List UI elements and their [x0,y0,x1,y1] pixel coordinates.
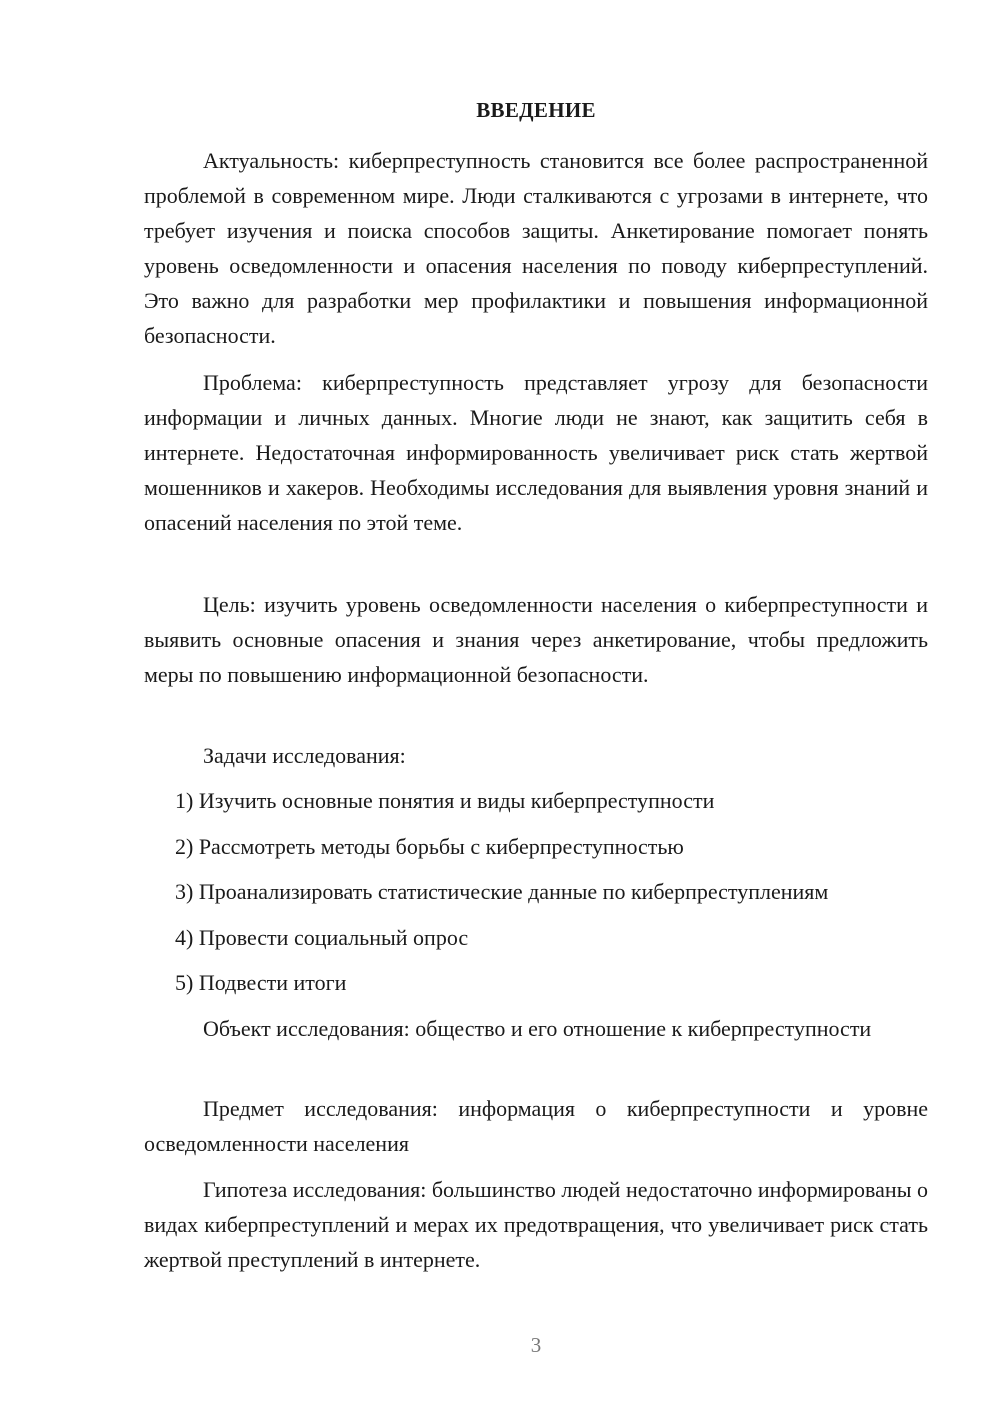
page-number: 3 [530,1333,542,1357]
tasks-heading: Задачи исследования: [203,743,406,768]
hypothesis-paragraph: Гипотеза исследования: большинство людей недостаточно информированы о видах киберпреступлений и мерах их предотвращения, что увеличивает риск стать жертвой преступлений в интернете. [144,1177,928,1272]
task-item: 3) Проанализировать статистические данные по киберпреступлениям [175,879,829,904]
task-item: 1) Изучить основные понятия и виды киберпреступности [175,788,715,813]
object-paragraph: Объект исследования: общество и его отношение к киберпреступности [203,1016,872,1041]
subject-paragraph: Предмет исследования: информация о киберпреступности и уровне осведомленности населения [144,1096,928,1156]
task-item: 4) Провести социальный опрос [175,925,469,950]
problem-paragraph: Проблема: киберпреступность представляет угрозу для безопасности информации и личных данных. Многие люди не знают, как защитить себя в интернете. Недостаточная информированность увеличивает риск стать жертвой мошенников и хакеров. Необходимы исследования для выявления уровня знаний и опасений населения по этой теме. [144,370,928,535]
section-title: ВВЕДЕНИЕ [476,98,596,122]
goal-paragraph: Цель: изучить уровень осведомленности населения о киберпреступности и выявить основные опасения и знания через анкетирование, чтобы предложить меры по повышению информационной безопасности. [144,592,928,687]
task-item: 5) Подвести итоги [175,970,347,995]
task-item: 2) Рассмотреть методы борьбы с киберпреступностью [175,834,684,859]
relevance-paragraph: Актуальность: киберпреступность становится все более распространенной проблемой в современном мире. Люди сталкиваются с угрозами в интернете, что требует изучения и поиска способов защиты. Анкетирование помогает понять уровень осведомленности и опасения населения по поводу киберпреступлений. Это важно для разработки мер профилактики и повышения информационной безопасности. [144,148,928,348]
